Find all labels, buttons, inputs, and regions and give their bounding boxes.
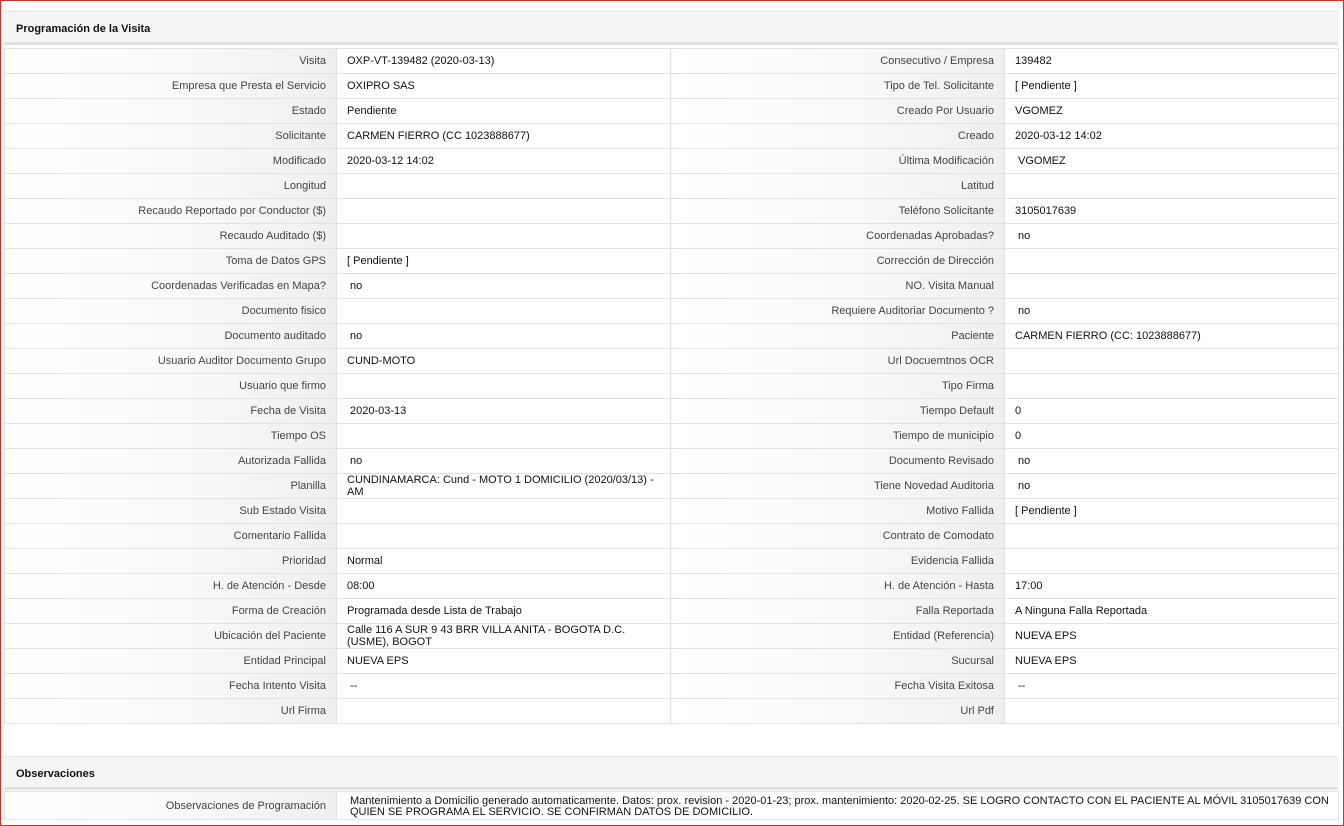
field-value-ultima-modificacion: VGOMEZ	[1005, 149, 1339, 174]
field-label-ultima-modificacion: Última Modificación	[671, 149, 1005, 174]
field-value-prioridad: Normal	[337, 549, 671, 574]
field-label-toma-de-datos-gps: Toma de Datos GPS	[5, 249, 337, 274]
field-label-fecha-intento-visita: Fecha Intento Visita	[5, 674, 337, 699]
field-label-correccion-de-direccion: Corrección de Dirección	[671, 249, 1005, 274]
field-label-documento-fisico: Documento fisico	[5, 299, 337, 324]
field-label-evidencia-fallida: Evidencia Fallida	[671, 549, 1005, 574]
field-label-tipo-firma: Tipo Firma	[671, 374, 1005, 399]
detail-row	[5, 449, 1339, 474]
field-value-requiere-auditoriar-documento: no	[1005, 299, 1339, 324]
field-value-evidencia-fallida	[1005, 549, 1339, 574]
detail-row	[5, 274, 1339, 299]
field-value-tiempo-de-municipio: 0	[1005, 424, 1339, 449]
field-value-autorizada-fallida: no	[337, 449, 671, 474]
detail-row	[5, 674, 1339, 699]
detail-row	[5, 499, 1339, 524]
visit-details-table	[4, 48, 1339, 724]
field-value-documento-fisico	[337, 299, 671, 324]
field-value-h-de-atencion-hasta: 17:00	[1005, 574, 1339, 599]
field-value-creado: 2020-03-12 14:02	[1005, 124, 1339, 149]
field-value-paciente: CARMEN FIERRO (CC: 1023888677)	[1005, 324, 1339, 349]
field-label-planilla: Planilla	[5, 474, 337, 499]
detail-row	[5, 624, 1339, 649]
field-value-creado-por-usuario: VGOMEZ	[1005, 99, 1339, 124]
detail-row	[5, 124, 1339, 149]
field-value-toma-de-datos-gps: [ Pendiente ]	[337, 249, 671, 274]
field-value-estado: Pendiente	[337, 99, 671, 124]
detail-row	[5, 474, 1339, 499]
section-title: Programación de la Visita	[16, 23, 151, 35]
field-value-sucursal: NUEVA EPS	[1005, 649, 1339, 674]
field-value-tipo-firma	[1005, 374, 1339, 399]
field-value-fecha-intento-visita: --	[337, 674, 671, 699]
detail-row	[5, 599, 1339, 624]
field-value-tiene-novedad-auditoria: no	[1005, 474, 1339, 499]
field-value-tiempo-default: 0	[1005, 399, 1339, 424]
field-value-empresa-que-presta-el-servicio: OXIPRO SAS	[337, 74, 671, 99]
field-label-url-pdf: Url Pdf	[671, 699, 1005, 724]
section-header-programacion	[4, 11, 1338, 45]
field-value-usuario-auditor-documento-grupo: CUND-MOTO	[337, 349, 671, 374]
field-value-visita: OXP-VT-139482 (2020-03-13)	[337, 49, 671, 74]
field-value-modificado: 2020-03-12 14:02	[337, 149, 671, 174]
field-value-url-docuemtnos-ocr	[1005, 349, 1339, 374]
section-header-observaciones	[4, 756, 1338, 790]
detail-row	[5, 74, 1339, 99]
field-value-contrato-de-comodato	[1005, 524, 1339, 549]
field-label-usuario-auditor-documento-grupo: Usuario Auditor Documento Grupo	[5, 349, 337, 374]
field-value-coordenadas-aprobadas: no	[1005, 224, 1339, 249]
field-label-recaudo-auditado: Recaudo Auditado ($)	[5, 224, 337, 249]
field-label-modificado: Modificado	[5, 149, 337, 174]
field-value-consecutivo-empresa: 139482	[1005, 49, 1339, 74]
field-value-latitud	[1005, 174, 1339, 199]
field-value-ubicacion-del-paciente: Calle 116 A SUR 9 43 BRR VILLA ANITA - BOGOTA D.C. (USME), BOGOT	[337, 624, 671, 649]
field-value-solicitante: CARMEN FIERRO (CC 1023888677)	[337, 124, 671, 149]
field-label-prioridad: Prioridad	[5, 549, 337, 574]
field-value-recaudo-auditado	[337, 224, 671, 249]
field-label-requiere-auditoriar-documento: Requiere Auditoriar Documento ?	[671, 299, 1005, 324]
field-value-no-visita-manual	[1005, 274, 1339, 299]
field-value-planilla: CUNDINAMARCA: Cund - MOTO 1 DOMICILIO (2020/03/13) - AM	[337, 474, 671, 499]
field-label-coordenadas-verificadas-en-mapa: Coordenadas Verificadas en Mapa?	[5, 274, 337, 299]
field-label-tiempo-de-municipio: Tiempo de municipio	[671, 424, 1005, 449]
field-label-contrato-de-comodato: Contrato de Comodato	[671, 524, 1005, 549]
observation-row	[5, 792, 1339, 820]
field-value-longitud	[337, 174, 671, 199]
field-label-sucursal: Sucursal	[671, 649, 1005, 674]
field-label-entidad-principal: Entidad Principal	[5, 649, 337, 674]
detail-row	[5, 324, 1339, 349]
field-label-url-docuemtnos-ocr: Url Docuemtnos OCR	[671, 349, 1005, 374]
field-value-telefono-solicitante: 3105017639	[1005, 199, 1339, 224]
detail-row	[5, 574, 1339, 599]
field-label-observaciones: Observaciones de Programación	[5, 792, 337, 820]
field-label-tiempo-os: Tiempo OS	[5, 424, 337, 449]
field-label-telefono-solicitante: Teléfono Solicitante	[671, 199, 1005, 224]
detail-row	[5, 649, 1339, 674]
field-value-url-firma	[337, 699, 671, 724]
field-value-correccion-de-direccion	[1005, 249, 1339, 274]
field-value-entidad-principal: NUEVA EPS	[337, 649, 671, 674]
field-label-documento-revisado: Documento Revisado	[671, 449, 1005, 474]
field-label-entidad-referencia: Entidad (Referencia)	[671, 624, 1005, 649]
field-label-longitud: Longitud	[5, 174, 337, 199]
field-value-tipo-de-tel-solicitante: [ Pendiente ]	[1005, 74, 1339, 99]
field-value-fecha-visita-exitosa: --	[1005, 674, 1339, 699]
field-value-coordenadas-verificadas-en-mapa: no	[337, 274, 671, 299]
detail-row	[5, 174, 1339, 199]
field-value-documento-revisado: no	[1005, 449, 1339, 474]
field-label-solicitante: Solicitante	[5, 124, 337, 149]
field-value-documento-auditado: no	[337, 324, 671, 349]
field-value-observaciones: Mantenimiento a Domicilio generado automaticamente. Datos: prox. revision - 2020-01-23; prox. mantenimiento: 2020-02-25. SE LOGRO CONTACTO CON EL PACIENTE AL MÓVIL 3105017639 CON QUIEN SE PROGRAMA EL SERVICIO. SE CONFIRMAN DATOS DE DOMICILIO.	[337, 792, 1339, 820]
field-label-ubicacion-del-paciente: Ubicación del Paciente	[5, 624, 337, 649]
detail-row	[5, 249, 1339, 274]
detail-row	[5, 424, 1339, 449]
field-value-entidad-referencia: NUEVA EPS	[1005, 624, 1339, 649]
field-value-comentario-fallida	[337, 524, 671, 549]
detail-row	[5, 374, 1339, 399]
field-value-forma-de-creacion: Programada desde Lista de Trabajo	[337, 599, 671, 624]
detail-row	[5, 224, 1339, 249]
detail-row	[5, 349, 1339, 374]
field-label-motivo-fallida: Motivo Fallida	[671, 499, 1005, 524]
field-label-forma-de-creacion: Forma de Creación	[5, 599, 337, 624]
field-label-sub-estado-visita: Sub Estado Visita	[5, 499, 337, 524]
field-label-tiene-novedad-auditoria: Tiene Novedad Auditoria	[671, 474, 1005, 499]
field-label-no-visita-manual: NO. Visita Manual	[671, 274, 1005, 299]
field-label-documento-auditado: Documento auditado	[5, 324, 337, 349]
field-label-paciente: Paciente	[671, 324, 1005, 349]
field-label-comentario-fallida: Comentario Fallida	[5, 524, 337, 549]
field-value-recaudo-reportado-por-conductor	[337, 199, 671, 224]
detail-row	[5, 99, 1339, 124]
detail-row	[5, 549, 1339, 574]
field-label-h-de-atencion-desde: H. de Atención - Desde	[5, 574, 337, 599]
field-value-url-pdf	[1005, 699, 1339, 724]
detail-row	[5, 299, 1339, 324]
detail-row	[5, 199, 1339, 224]
field-label-creado-por-usuario: Creado Por Usuario	[671, 99, 1005, 124]
field-label-consecutivo-empresa: Consecutivo / Empresa	[671, 49, 1005, 74]
detail-row	[5, 699, 1339, 724]
field-label-estado: Estado	[5, 99, 337, 124]
field-label-creado: Creado	[671, 124, 1005, 149]
detail-row	[5, 524, 1339, 549]
field-value-falla-reportada: A Ninguna Falla Reportada	[1005, 599, 1339, 624]
observations-table	[4, 791, 1339, 820]
field-label-recaudo-reportado-por-conductor: Recaudo Reportado por Conductor ($)	[5, 199, 337, 224]
field-value-usuario-que-firmo	[337, 374, 671, 399]
detail-row	[5, 149, 1339, 174]
field-label-coordenadas-aprobadas: Coordenadas Aprobadas?	[671, 224, 1005, 249]
field-label-fecha-de-visita: Fecha de Visita	[5, 399, 337, 424]
detail-row	[5, 399, 1339, 424]
field-label-url-firma: Url Firma	[5, 699, 337, 724]
field-value-motivo-fallida: [ Pendiente ]	[1005, 499, 1339, 524]
section-title: Observaciones	[16, 768, 95, 780]
field-label-visita: Visita	[5, 49, 337, 74]
detail-row	[5, 49, 1339, 74]
field-label-empresa-que-presta-el-servicio: Empresa que Presta el Servicio	[5, 74, 337, 99]
field-label-h-de-atencion-hasta: H. de Atención - Hasta	[671, 574, 1005, 599]
field-label-autorizada-fallida: Autorizada Fallida	[5, 449, 337, 474]
field-value-h-de-atencion-desde: 08:00	[337, 574, 671, 599]
field-value-sub-estado-visita	[337, 499, 671, 524]
field-label-fecha-visita-exitosa: Fecha Visita Exitosa	[671, 674, 1005, 699]
field-value-tiempo-os	[337, 424, 671, 449]
field-label-latitud: Latitud	[671, 174, 1005, 199]
field-label-tiempo-default: Tiempo Default	[671, 399, 1005, 424]
field-label-usuario-que-firmo: Usuario que firmo	[5, 374, 337, 399]
field-label-falla-reportada: Falla Reportada	[671, 599, 1005, 624]
field-label-tipo-de-tel-solicitante: Tipo de Tel. Solicitante	[671, 74, 1005, 99]
field-value-fecha-de-visita: 2020-03-13	[337, 399, 671, 424]
